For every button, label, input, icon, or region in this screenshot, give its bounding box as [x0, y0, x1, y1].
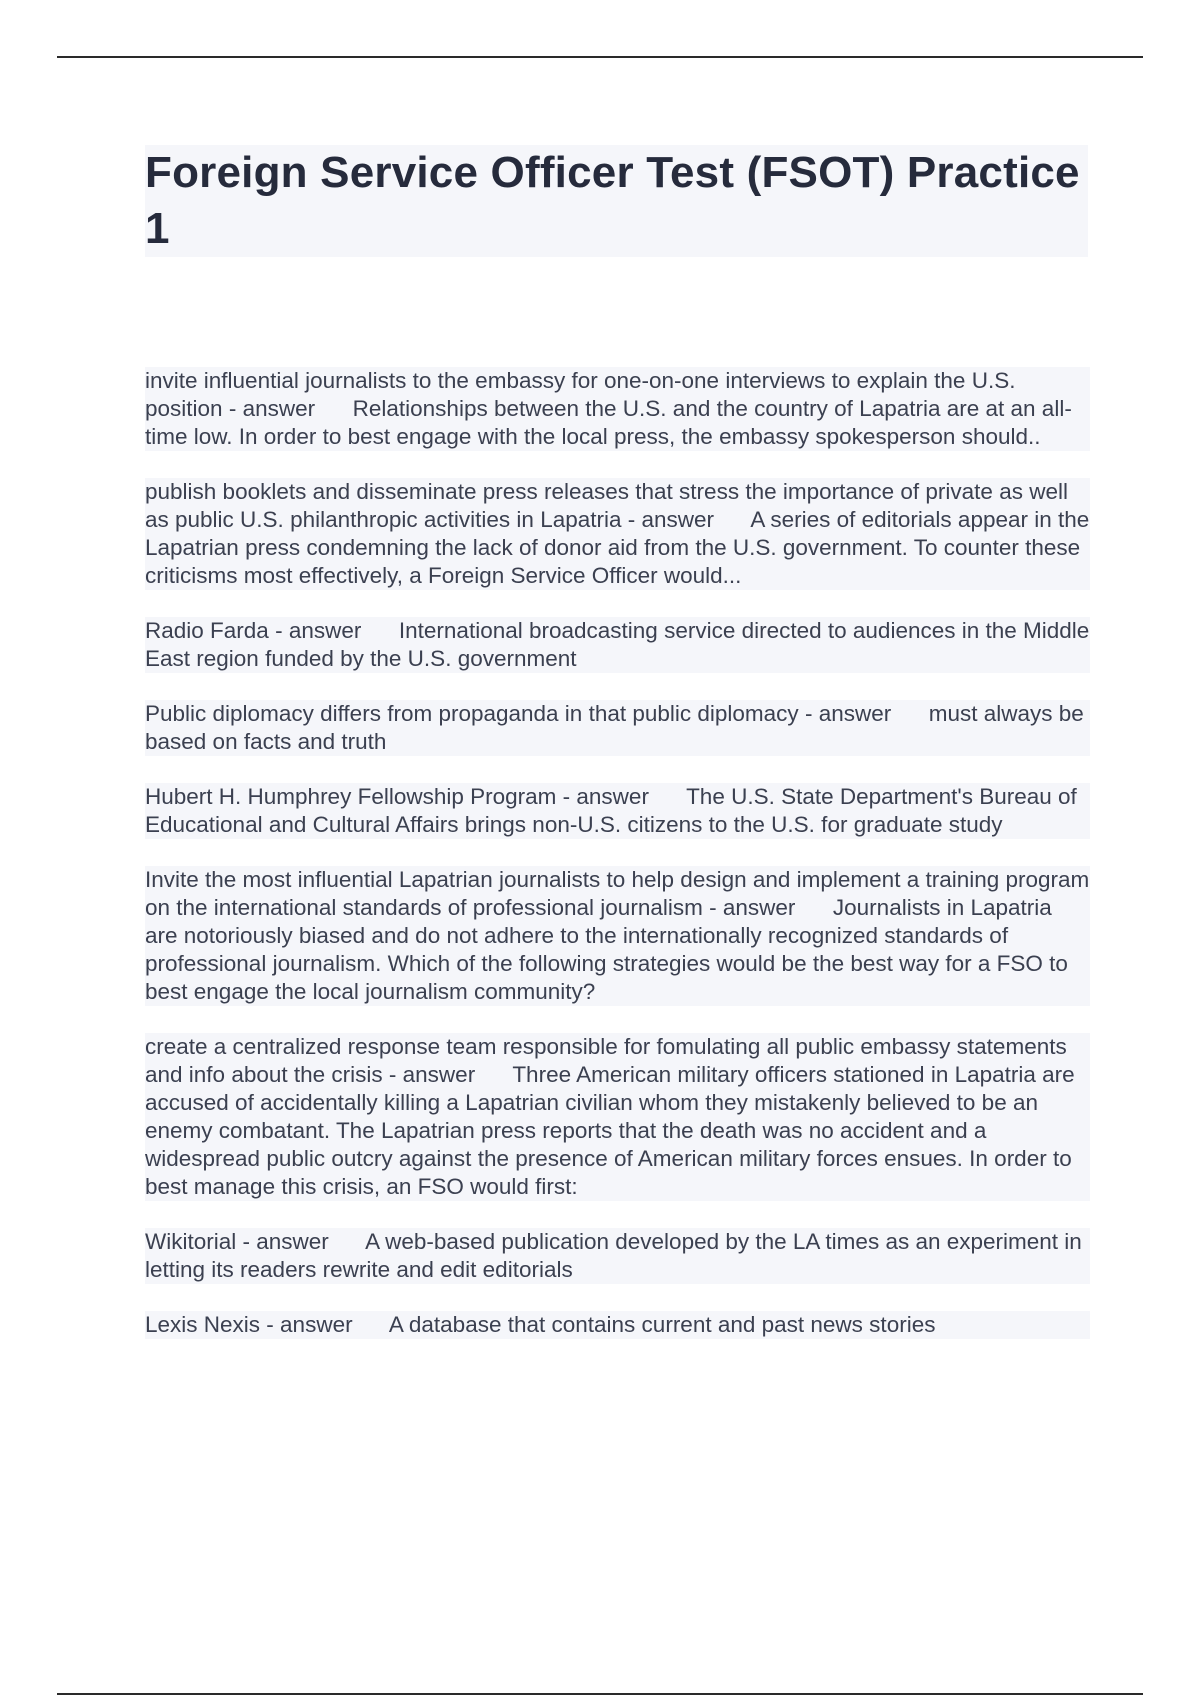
entry-gap [353, 1312, 389, 1337]
list-item [145, 700, 1090, 756]
entry-term: Public diplomacy differs from propaganda in that public diplomacy [145, 701, 799, 726]
entry-separator: - [382, 1062, 403, 1087]
answer-label: answer [576, 784, 649, 809]
entry-term: Lexis Nexis [145, 1312, 261, 1337]
entry-gap [795, 895, 833, 920]
answer-label: answer [242, 396, 316, 421]
entry-separator: - [621, 507, 642, 532]
entry-gap [361, 618, 399, 643]
entry-gap [714, 507, 750, 532]
entry-gap [891, 701, 929, 726]
answer-label: answer [288, 618, 362, 643]
entry-gap [649, 784, 686, 809]
entry-definition: A database that contains current and past news stories [388, 1312, 936, 1337]
title-block [145, 145, 1088, 257]
answer-label: answer [641, 507, 715, 532]
list-item [145, 866, 1090, 1006]
entry-gap [475, 1062, 512, 1087]
entry-definition: The U.S. State Department's Bureau of Educational and Cultural Affairs brings non-U.S. citizens to the U.S. for graduate study [145, 784, 1077, 837]
bottom-rule [57, 1693, 1143, 1695]
entry-gap [315, 396, 353, 421]
entry-definition: must always be based on facts and truth [145, 701, 1084, 754]
entry-definition: Relationships between the U.S. and the country of Lapatria are at an all-time low. In order to best engage with the local press, the embassy spokesperson should.. [145, 396, 1072, 449]
entry-definition: A web-based publication developed by the LA times as an experiment in letting its readers rewrite and edit editorials [145, 1229, 1082, 1282]
entry-separator: - [268, 618, 289, 643]
entry-gap [329, 1229, 365, 1254]
list-item [145, 367, 1090, 451]
list-item [145, 1228, 1090, 1284]
entry-definition: International broadcasting service directed to audiences in the Middle East region funded by the U.S. government [145, 618, 1090, 671]
flashcard-list [145, 367, 1090, 1366]
answer-label: answer [256, 1229, 329, 1254]
answer-label: answer [722, 895, 796, 920]
entry-term: Invite the most influential Lapatrian journalists to help design and implement a training program on the international standards of professional journalism [145, 867, 1090, 920]
entry-term: invite influential journalists to the embassy for one-on-one interviews to explain the U.S. position [145, 368, 1016, 421]
top-rule [57, 56, 1143, 58]
list-item [145, 617, 1090, 673]
entry-term: publish booklets and disseminate press releases that stress the importance of private as well as public U.S. philanthropic activities in Lapatria [145, 479, 1068, 532]
answer-label: answer [280, 1312, 353, 1337]
entry-term: create a centralized response team responsible for fomulating all public embassy statements and info about the crisis [145, 1034, 1067, 1087]
document-title: Foreign Service Officer Test (FSOT) Practice 1 [145, 148, 1080, 253]
entry-separator: - [236, 1229, 257, 1254]
answer-label: answer [818, 701, 892, 726]
list-item [145, 1033, 1090, 1201]
entry-term: Wikitorial [145, 1229, 237, 1254]
entry-separator: - [798, 701, 819, 726]
entry-term: Hubert H. Humphrey Fellowship Program [145, 784, 557, 809]
list-item [145, 783, 1090, 839]
entry-definition: Journalists in Lapatria are notoriously biased and do not adhere to the internationally recognized standards of professional journalism. Which of the following strategies would be the best way for a FSO to best engage the local journalism community? [145, 895, 1068, 1004]
entry-term: Radio Farda [145, 618, 269, 643]
entry-separator: - [222, 396, 243, 421]
list-item [145, 478, 1090, 590]
answer-label: answer [402, 1062, 476, 1087]
entry-definition: A series of editorials appear in the Lapatrian press condemning the lack of donor aid from the U.S. government. To counter these criticisms most effectively, a Foreign Service Officer would... [145, 507, 1090, 588]
entry-separator: - [556, 784, 577, 809]
list-item [145, 1311, 1090, 1339]
entry-definition: Three American military officers stationed in Lapatria are accused of accidentally killing a Lapatrian civilian whom they mistakenly believed to be an enemy combatant. The Lapatrian press reports that the death was no accident and a widespread public outcry against the presence of American military forces ensues. In order to best manage this crisis, an FSO would first: [145, 1062, 1075, 1199]
entry-separator: - [260, 1312, 281, 1337]
entry-separator: - [702, 895, 723, 920]
